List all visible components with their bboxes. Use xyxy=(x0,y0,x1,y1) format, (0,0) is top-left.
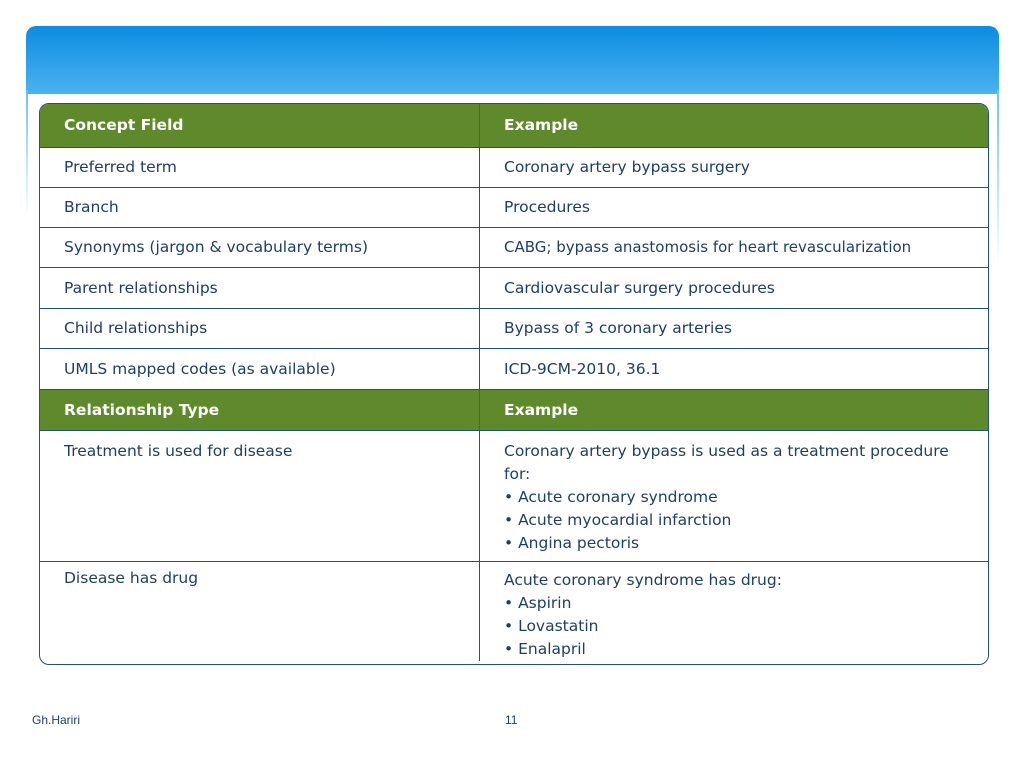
concept-field-cell: Parent relationships xyxy=(40,268,480,308)
relationship-example-cell xyxy=(480,562,988,661)
left-edge-accent xyxy=(26,90,28,216)
concept-field-cell: Preferred term xyxy=(40,148,480,187)
concept-table xyxy=(39,103,989,665)
example-cell: CABG; bypass anastomosis for heart revascularization xyxy=(504,238,912,256)
concept-field-cell: Branch xyxy=(40,188,480,227)
table-row xyxy=(40,228,988,268)
concept-field-cell: Child relationships xyxy=(40,309,480,348)
example-cell: Cardiovascular surgery procedures xyxy=(504,278,775,297)
list-item: • Enalapril xyxy=(504,638,978,661)
table-row xyxy=(40,188,988,228)
list-item: • Aspirin xyxy=(504,592,978,615)
table-row xyxy=(40,148,988,188)
footer-author: Gh.Hariri xyxy=(32,713,81,727)
relationship-intro: Coronary artery bypass is used as a treatment procedure for: xyxy=(504,442,949,483)
relationship-type-cell: Disease has drug xyxy=(40,562,480,661)
example-header: Example xyxy=(504,116,579,134)
concept-header-row xyxy=(40,104,988,148)
list-item: • Acute myocardial infarction xyxy=(504,509,978,532)
table-row xyxy=(40,431,988,562)
relationship-list xyxy=(504,592,978,661)
table-row xyxy=(40,562,988,661)
relationship-type-cell: Treatment is used for disease xyxy=(40,431,480,561)
relationship-example-cell xyxy=(480,431,988,561)
title-banner xyxy=(26,26,999,94)
relationship-example-header: Example xyxy=(504,400,579,419)
concept-field-cell: Synonyms (jargon & vocabulary terms) xyxy=(40,228,480,267)
example-cell: Bypass of 3 coronary arteries xyxy=(504,319,732,337)
concept-field-header: Concept Field xyxy=(40,104,480,147)
table-row xyxy=(40,268,988,309)
relationship-intro: Acute coronary syndrome has drug: xyxy=(504,571,782,589)
relationship-type-header: Relationship Type xyxy=(40,390,480,430)
relationship-list xyxy=(504,486,978,555)
table-row xyxy=(40,349,988,390)
list-item: • Angina pectoris xyxy=(504,532,978,555)
example-cell: ICD-9CM-2010, 36.1 xyxy=(504,359,661,378)
example-cell: Procedures xyxy=(504,198,590,216)
relationship-header-row xyxy=(40,390,988,431)
concept-field-cell: UMLS mapped codes (as available) xyxy=(40,349,480,389)
list-item: • Lovastatin xyxy=(504,615,978,638)
example-cell: Coronary artery bypass surgery xyxy=(504,158,750,176)
list-item: • Acute coronary syndrome xyxy=(504,486,978,509)
right-edge-accent xyxy=(997,90,999,266)
page-number: 11 xyxy=(505,713,518,727)
table-row xyxy=(40,309,988,349)
